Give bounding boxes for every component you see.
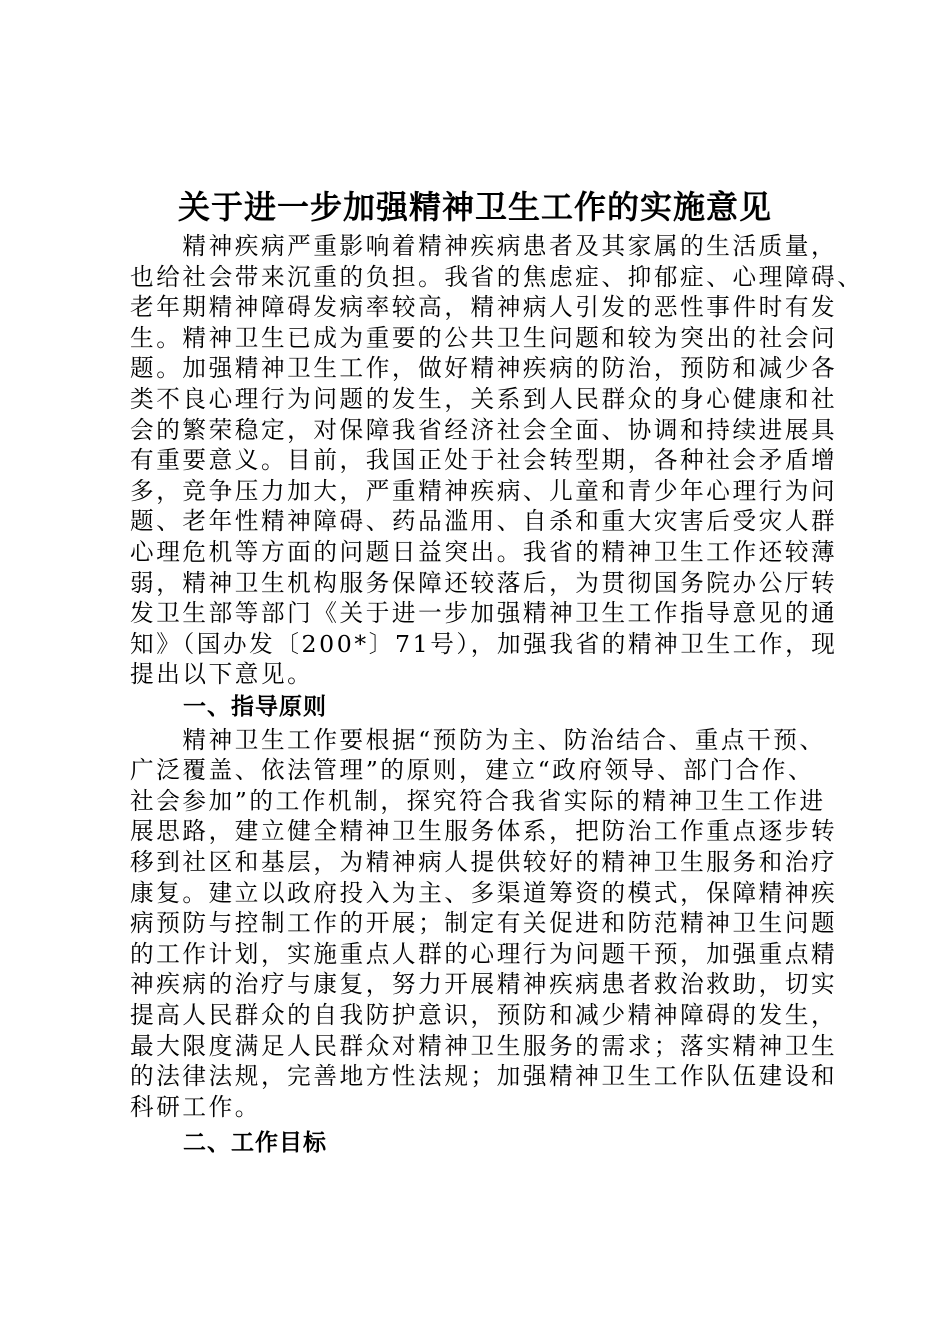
section1-line: 的工作计划，实施重点人群的心理行为问题干预，加强重点精 [130,939,838,968]
section1-line: 康复。建立以政府投入为主、多渠道筹资的模式，保障精神疾 [130,878,838,907]
intro-line: 心理危机等方面的问题日益突出。我省的精神卫生工作还较薄 [130,538,838,566]
section1-line: 社会参加”的工作机制，探究符合我省实际的精神卫生工作进 [130,786,826,815]
section-heading-work-goals: 二、工作目标 [183,1130,327,1157]
intro-line: 精神疾病严重影响着精神疾病患者及其家属的生活质量， [130,232,838,260]
intro-line: 发卫生部等部门《关于进一步加强精神卫生工作指导意见的通 [130,599,838,628]
document-title: 关于进一步加强精神卫生工作的实施意见 [177,188,772,226]
section1-line: 移到社区和基层，为精神病人提供较好的精神卫生服务和治疗 [130,848,838,876]
section1-line: 广泛覆盖、依法管理”的原则，建立“政府领导、部门合作、 [130,756,815,785]
section1-line: 精神卫生工作要根据“预防为主、防治结合、重点干预、 [130,725,826,754]
intro-line: 知》（国办发〔200*〕71号），加强我省的精神卫生工作，现 [130,629,838,658]
section1-line: 科研工作。 [130,1092,261,1121]
intro-line: 会的繁荣稳定，对保障我省经济社会全面、协调和持续进展具 [130,415,838,444]
intro-line: 多，竞争压力加大，严重精神疾病、儿童和青少年心理行为问 [130,476,838,505]
intro-line: 弱，精神卫生机构服务保障还较落后，为贯彻国务院办公厅转 [130,568,838,597]
section1-line: 提高人民群众的自我防护意识，预防和减少精神障碍的发生， [130,1001,838,1029]
intro-line: 题。加强精神卫生工作，做好精神疾病的防治，预防和减少各 [130,354,838,383]
section-heading-guiding-principles: 一、指导原则 [183,694,327,720]
intro-line: 题、老年性精神障碍、药品滥用、自杀和重大灾害后受灾人群 [130,507,838,536]
intro-line: 老年期精神障碍发病率较高，精神病人引发的恶性事件时有发 [130,293,838,322]
section1-line: 展思路，建立健全精神卫生服务体系，把防治工作重点逐步转 [130,817,838,846]
section1-line: 最大限度满足人民群众对精神卫生服务的需求；落实精神卫生 [130,1031,838,1060]
intro-line: 也给社会带来沉重的负担。我省的焦虑症、抑郁症、心理障碍、 [130,262,864,291]
intro-line: 生。精神卫生已成为重要的公共卫生问题和较为突出的社会问 [130,323,838,352]
section1-line: 病预防与控制工作的开展；制定有关促进和防范精神卫生问题 [130,909,838,938]
section1-line: 神疾病的治疗与康复，努力开展精神疾病患者救治救助，切实 [130,970,838,999]
intro-line: 类不良心理行为问题的发生，关系到人民群众的身心健康和社 [130,385,838,413]
intro-line: 提出以下意见。 [130,660,314,689]
intro-line: 有重要意义。目前，我国正处于社会转型期，各种社会矛盾增 [130,446,838,475]
section1-line: 的法律法规，完善地方性法规；加强精神卫生工作队伍建设和 [130,1062,838,1091]
